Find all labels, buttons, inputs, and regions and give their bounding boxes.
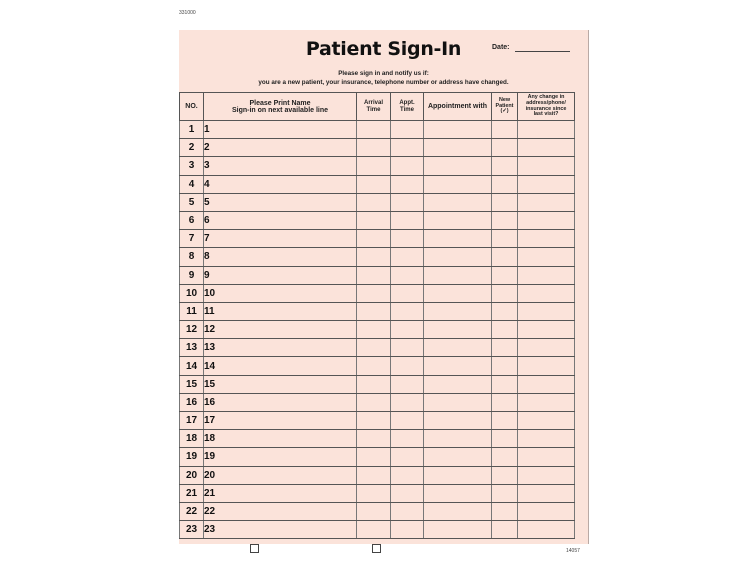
any-change-cell[interactable] bbox=[518, 321, 575, 339]
row-number: 20 bbox=[180, 466, 204, 484]
name-signin-cell[interactable]: 22 bbox=[204, 502, 357, 520]
page-title: Patient Sign-In bbox=[305, 38, 462, 60]
header-arrival-line-2: Time bbox=[366, 106, 381, 113]
table-row bbox=[180, 502, 575, 520]
arrival-time-cell[interactable] bbox=[357, 339, 391, 357]
column-header-no bbox=[180, 93, 204, 121]
name-signin-cell[interactable]: 10 bbox=[204, 284, 357, 302]
arrival-time-cell[interactable] bbox=[357, 502, 391, 520]
appt-time-cell[interactable] bbox=[391, 412, 424, 430]
arrival-time-cell[interactable] bbox=[357, 266, 391, 284]
any-change-cell[interactable] bbox=[518, 248, 575, 266]
row-number: 3 bbox=[180, 157, 204, 175]
table-row bbox=[180, 121, 575, 139]
new-patient-cell[interactable] bbox=[492, 157, 518, 175]
row-number: 21 bbox=[180, 484, 204, 502]
appointment-with-cell[interactable] bbox=[424, 157, 492, 175]
appointment-with-cell[interactable] bbox=[424, 266, 492, 284]
arrival-time-cell[interactable] bbox=[357, 139, 391, 157]
row-number: 1 bbox=[180, 121, 204, 139]
name-signin-cell[interactable]: 8 bbox=[204, 248, 357, 266]
header-appt-line-1: Appt. bbox=[399, 99, 415, 106]
table-row bbox=[180, 484, 575, 502]
table-row bbox=[180, 521, 575, 539]
appt-time-cell[interactable] bbox=[391, 121, 424, 139]
new-patient-cell[interactable] bbox=[492, 393, 518, 411]
table-row bbox=[180, 175, 575, 193]
appt-time-cell[interactable] bbox=[391, 211, 424, 229]
table-row bbox=[180, 193, 575, 211]
column-header-any-change bbox=[518, 93, 575, 121]
name-signin-cell[interactable]: 15 bbox=[204, 375, 357, 393]
header-new-line-1: New bbox=[498, 97, 511, 104]
appointment-with-cell[interactable] bbox=[424, 466, 492, 484]
date-field[interactable] bbox=[515, 51, 570, 52]
any-change-cell[interactable] bbox=[518, 375, 575, 393]
header-no-label: NO. bbox=[185, 103, 198, 110]
any-change-cell[interactable] bbox=[518, 412, 575, 430]
arrival-time-cell[interactable] bbox=[357, 466, 391, 484]
appt-time-cell[interactable] bbox=[391, 193, 424, 211]
appointment-with-cell[interactable] bbox=[424, 284, 492, 302]
row-number: 13 bbox=[180, 339, 204, 357]
new-patient-cell[interactable] bbox=[492, 448, 518, 466]
arrival-time-cell[interactable] bbox=[357, 211, 391, 229]
name-signin-cell[interactable]: 7 bbox=[204, 230, 357, 248]
table-row bbox=[180, 157, 575, 175]
name-signin-cell[interactable]: 11 bbox=[204, 302, 357, 320]
any-change-cell[interactable] bbox=[518, 430, 575, 448]
appointment-with-cell[interactable] bbox=[424, 484, 492, 502]
punch-box-left bbox=[250, 544, 259, 553]
new-patient-cell[interactable] bbox=[492, 248, 518, 266]
appointment-with-cell[interactable] bbox=[424, 193, 492, 211]
any-change-cell[interactable] bbox=[518, 484, 575, 502]
any-change-cell[interactable] bbox=[518, 339, 575, 357]
appointment-with-cell[interactable] bbox=[424, 211, 492, 229]
new-patient-cell[interactable] bbox=[492, 121, 518, 139]
any-change-cell[interactable] bbox=[518, 230, 575, 248]
any-change-cell[interactable] bbox=[518, 193, 575, 211]
appointment-with-cell[interactable] bbox=[424, 375, 492, 393]
new-patient-cell[interactable] bbox=[492, 466, 518, 484]
appt-time-cell[interactable] bbox=[391, 502, 424, 520]
any-change-cell[interactable] bbox=[518, 357, 575, 375]
any-change-cell[interactable] bbox=[518, 157, 575, 175]
appt-time-cell[interactable] bbox=[391, 339, 424, 357]
name-signin-cell[interactable]: 17 bbox=[204, 412, 357, 430]
appt-time-cell[interactable] bbox=[391, 375, 424, 393]
header-appt-line-2: Time bbox=[400, 106, 414, 113]
name-signin-cell[interactable]: 4 bbox=[204, 175, 357, 193]
table-row bbox=[180, 230, 575, 248]
table-row bbox=[180, 139, 575, 157]
table-row bbox=[180, 266, 575, 284]
appt-time-cell[interactable] bbox=[391, 157, 424, 175]
appt-time-cell[interactable] bbox=[391, 302, 424, 320]
new-patient-cell[interactable] bbox=[492, 502, 518, 520]
appointment-with-cell[interactable] bbox=[424, 430, 492, 448]
arrival-time-cell[interactable] bbox=[357, 321, 391, 339]
arrival-time-cell[interactable] bbox=[357, 393, 391, 411]
name-signin-cell[interactable]: 16 bbox=[204, 393, 357, 411]
table-body bbox=[180, 121, 575, 539]
appt-time-cell[interactable] bbox=[391, 321, 424, 339]
name-signin-cell[interactable]: 2 bbox=[204, 139, 357, 157]
appt-time-cell[interactable] bbox=[391, 393, 424, 411]
new-patient-cell[interactable] bbox=[492, 302, 518, 320]
row-number: 17 bbox=[180, 412, 204, 430]
appointment-with-cell[interactable] bbox=[424, 121, 492, 139]
any-change-cell[interactable] bbox=[518, 211, 575, 229]
any-change-cell[interactable] bbox=[518, 466, 575, 484]
arrival-time-cell[interactable] bbox=[357, 521, 391, 539]
appointment-with-cell[interactable] bbox=[424, 448, 492, 466]
name-signin-cell[interactable]: 14 bbox=[204, 357, 357, 375]
new-patient-cell[interactable] bbox=[492, 193, 518, 211]
new-patient-cell[interactable] bbox=[492, 266, 518, 284]
appointment-with-cell[interactable] bbox=[424, 357, 492, 375]
appointment-with-cell[interactable] bbox=[424, 302, 492, 320]
new-patient-cell[interactable] bbox=[492, 430, 518, 448]
any-change-cell[interactable] bbox=[518, 175, 575, 193]
new-patient-cell[interactable] bbox=[492, 375, 518, 393]
column-header-appointment-with bbox=[424, 93, 492, 121]
row-number: 23 bbox=[180, 521, 204, 539]
new-patient-cell[interactable] bbox=[492, 284, 518, 302]
table-header-row bbox=[180, 93, 575, 121]
table-row bbox=[180, 339, 575, 357]
table-row bbox=[180, 302, 575, 320]
column-header-appt-time bbox=[391, 93, 424, 121]
any-change-cell[interactable] bbox=[518, 521, 575, 539]
appt-time-cell[interactable] bbox=[391, 248, 424, 266]
header-new-line-3: (✓) bbox=[500, 108, 509, 115]
date-label: Date: bbox=[492, 44, 510, 51]
header-change-line-2: address/phone/ bbox=[526, 99, 566, 106]
appt-time-cell[interactable] bbox=[391, 139, 424, 157]
any-change-cell[interactable] bbox=[518, 266, 575, 284]
row-number: 12 bbox=[180, 321, 204, 339]
sign-in-table bbox=[179, 92, 575, 539]
name-signin-cell[interactable]: 3 bbox=[204, 157, 357, 175]
appt-time-cell[interactable] bbox=[391, 284, 424, 302]
arrival-time-cell[interactable] bbox=[357, 284, 391, 302]
arrival-time-cell[interactable] bbox=[357, 121, 391, 139]
arrival-time-cell[interactable] bbox=[357, 230, 391, 248]
any-change-cell[interactable] bbox=[518, 393, 575, 411]
row-number: 10 bbox=[180, 284, 204, 302]
table-row bbox=[180, 248, 575, 266]
row-number: 22 bbox=[180, 502, 204, 520]
appointment-with-cell[interactable] bbox=[424, 230, 492, 248]
new-patient-cell[interactable] bbox=[492, 357, 518, 375]
row-number: 19 bbox=[180, 448, 204, 466]
appt-time-cell[interactable] bbox=[391, 521, 424, 539]
appointment-with-cell[interactable] bbox=[424, 393, 492, 411]
new-patient-cell[interactable] bbox=[492, 521, 518, 539]
row-number: 8 bbox=[180, 248, 204, 266]
header-change-line-4: last visit? bbox=[533, 111, 559, 118]
any-change-cell[interactable] bbox=[518, 448, 575, 466]
name-signin-cell[interactable]: 5 bbox=[204, 193, 357, 211]
appt-time-cell[interactable] bbox=[391, 448, 424, 466]
name-signin-cell[interactable]: 13 bbox=[204, 339, 357, 357]
name-signin-cell[interactable]: 21 bbox=[204, 484, 357, 502]
document-code: 331000 bbox=[179, 10, 196, 16]
arrival-time-cell[interactable] bbox=[357, 157, 391, 175]
table-row bbox=[180, 321, 575, 339]
new-patient-cell[interactable] bbox=[492, 139, 518, 157]
new-patient-cell[interactable] bbox=[492, 230, 518, 248]
header-name-line-1: Please Print Name bbox=[249, 99, 311, 107]
name-signin-cell[interactable]: 20 bbox=[204, 466, 357, 484]
arrival-time-cell[interactable] bbox=[357, 248, 391, 266]
any-change-cell[interactable] bbox=[518, 284, 575, 302]
appt-time-cell[interactable] bbox=[391, 430, 424, 448]
instruction-line-2: you are a new patient, your insurance, telephone number or address have changed. bbox=[258, 79, 509, 86]
appointment-with-cell[interactable] bbox=[424, 248, 492, 266]
sign-in-sheet bbox=[179, 30, 589, 544]
appt-time-cell[interactable] bbox=[391, 175, 424, 193]
column-header-name bbox=[204, 93, 357, 121]
table-row bbox=[180, 393, 575, 411]
header-arrival-line-1: Arrival bbox=[363, 99, 383, 106]
table-row bbox=[180, 412, 575, 430]
header-change-line-1: Any change in bbox=[527, 94, 565, 101]
table-row bbox=[180, 430, 575, 448]
column-header-arrival-time bbox=[357, 93, 391, 121]
new-patient-cell[interactable] bbox=[492, 321, 518, 339]
arrival-time-cell[interactable] bbox=[357, 175, 391, 193]
arrival-time-cell[interactable] bbox=[357, 484, 391, 502]
appointment-with-cell[interactable] bbox=[424, 521, 492, 539]
new-patient-cell[interactable] bbox=[492, 339, 518, 357]
appt-time-cell[interactable] bbox=[391, 266, 424, 284]
arrival-time-cell[interactable] bbox=[357, 448, 391, 466]
form-number: 14057 bbox=[566, 548, 580, 554]
name-signin-cell[interactable]: 19 bbox=[204, 448, 357, 466]
table-row bbox=[180, 211, 575, 229]
row-number: 16 bbox=[180, 393, 204, 411]
header-name-line-2: Sign-in on next available line bbox=[231, 106, 329, 114]
arrival-time-cell[interactable] bbox=[357, 412, 391, 430]
any-change-cell[interactable] bbox=[518, 502, 575, 520]
arrival-time-cell[interactable] bbox=[357, 302, 391, 320]
arrival-time-cell[interactable] bbox=[357, 375, 391, 393]
table-row bbox=[180, 448, 575, 466]
arrival-time-cell[interactable] bbox=[357, 357, 391, 375]
appt-time-cell[interactable] bbox=[391, 230, 424, 248]
appointment-with-cell[interactable] bbox=[424, 175, 492, 193]
row-number: 11 bbox=[180, 302, 204, 320]
appointment-with-cell[interactable] bbox=[424, 321, 492, 339]
name-signin-cell[interactable]: 1 bbox=[204, 121, 357, 139]
arrival-time-cell[interactable] bbox=[357, 193, 391, 211]
table-row bbox=[180, 466, 575, 484]
new-patient-cell[interactable] bbox=[492, 484, 518, 502]
row-number: 2 bbox=[180, 139, 204, 157]
name-signin-cell[interactable]: 6 bbox=[204, 211, 357, 229]
row-number: 15 bbox=[180, 375, 204, 393]
appointment-with-cell[interactable] bbox=[424, 412, 492, 430]
table-row bbox=[180, 375, 575, 393]
row-number: 6 bbox=[180, 211, 204, 229]
table-row bbox=[180, 357, 575, 375]
new-patient-cell[interactable] bbox=[492, 211, 518, 229]
appt-time-cell[interactable] bbox=[391, 466, 424, 484]
new-patient-cell[interactable] bbox=[492, 412, 518, 430]
appointment-with-cell[interactable] bbox=[424, 339, 492, 357]
name-signin-cell[interactable]: 23 bbox=[204, 521, 357, 539]
row-number: 9 bbox=[180, 266, 204, 284]
name-signin-cell[interactable]: 18 bbox=[204, 430, 357, 448]
row-number: 7 bbox=[180, 230, 204, 248]
header-change-line-3: insurance since bbox=[525, 105, 567, 112]
appointment-with-cell[interactable] bbox=[424, 139, 492, 157]
any-change-cell[interactable] bbox=[518, 139, 575, 157]
row-number: 5 bbox=[180, 193, 204, 211]
header-new-line-2: Patient bbox=[495, 102, 514, 109]
instruction-line-1: Please sign in and notify us if: bbox=[338, 70, 429, 77]
appt-time-cell[interactable] bbox=[391, 357, 424, 375]
new-patient-cell[interactable] bbox=[492, 175, 518, 193]
table-row bbox=[180, 284, 575, 302]
row-number: 14 bbox=[180, 357, 204, 375]
punch-box-right bbox=[372, 544, 381, 553]
appt-time-cell[interactable] bbox=[391, 484, 424, 502]
row-number: 4 bbox=[180, 175, 204, 193]
arrival-time-cell[interactable] bbox=[357, 430, 391, 448]
header-appointment-with-label: Appointment with bbox=[427, 103, 488, 110]
any-change-cell[interactable] bbox=[518, 302, 575, 320]
row-number: 18 bbox=[180, 430, 204, 448]
appointment-with-cell[interactable] bbox=[424, 502, 492, 520]
any-change-cell[interactable] bbox=[518, 121, 575, 139]
name-signin-cell[interactable]: 9 bbox=[204, 266, 357, 284]
name-signin-cell[interactable]: 12 bbox=[204, 321, 357, 339]
column-header-new-patient bbox=[492, 93, 518, 121]
